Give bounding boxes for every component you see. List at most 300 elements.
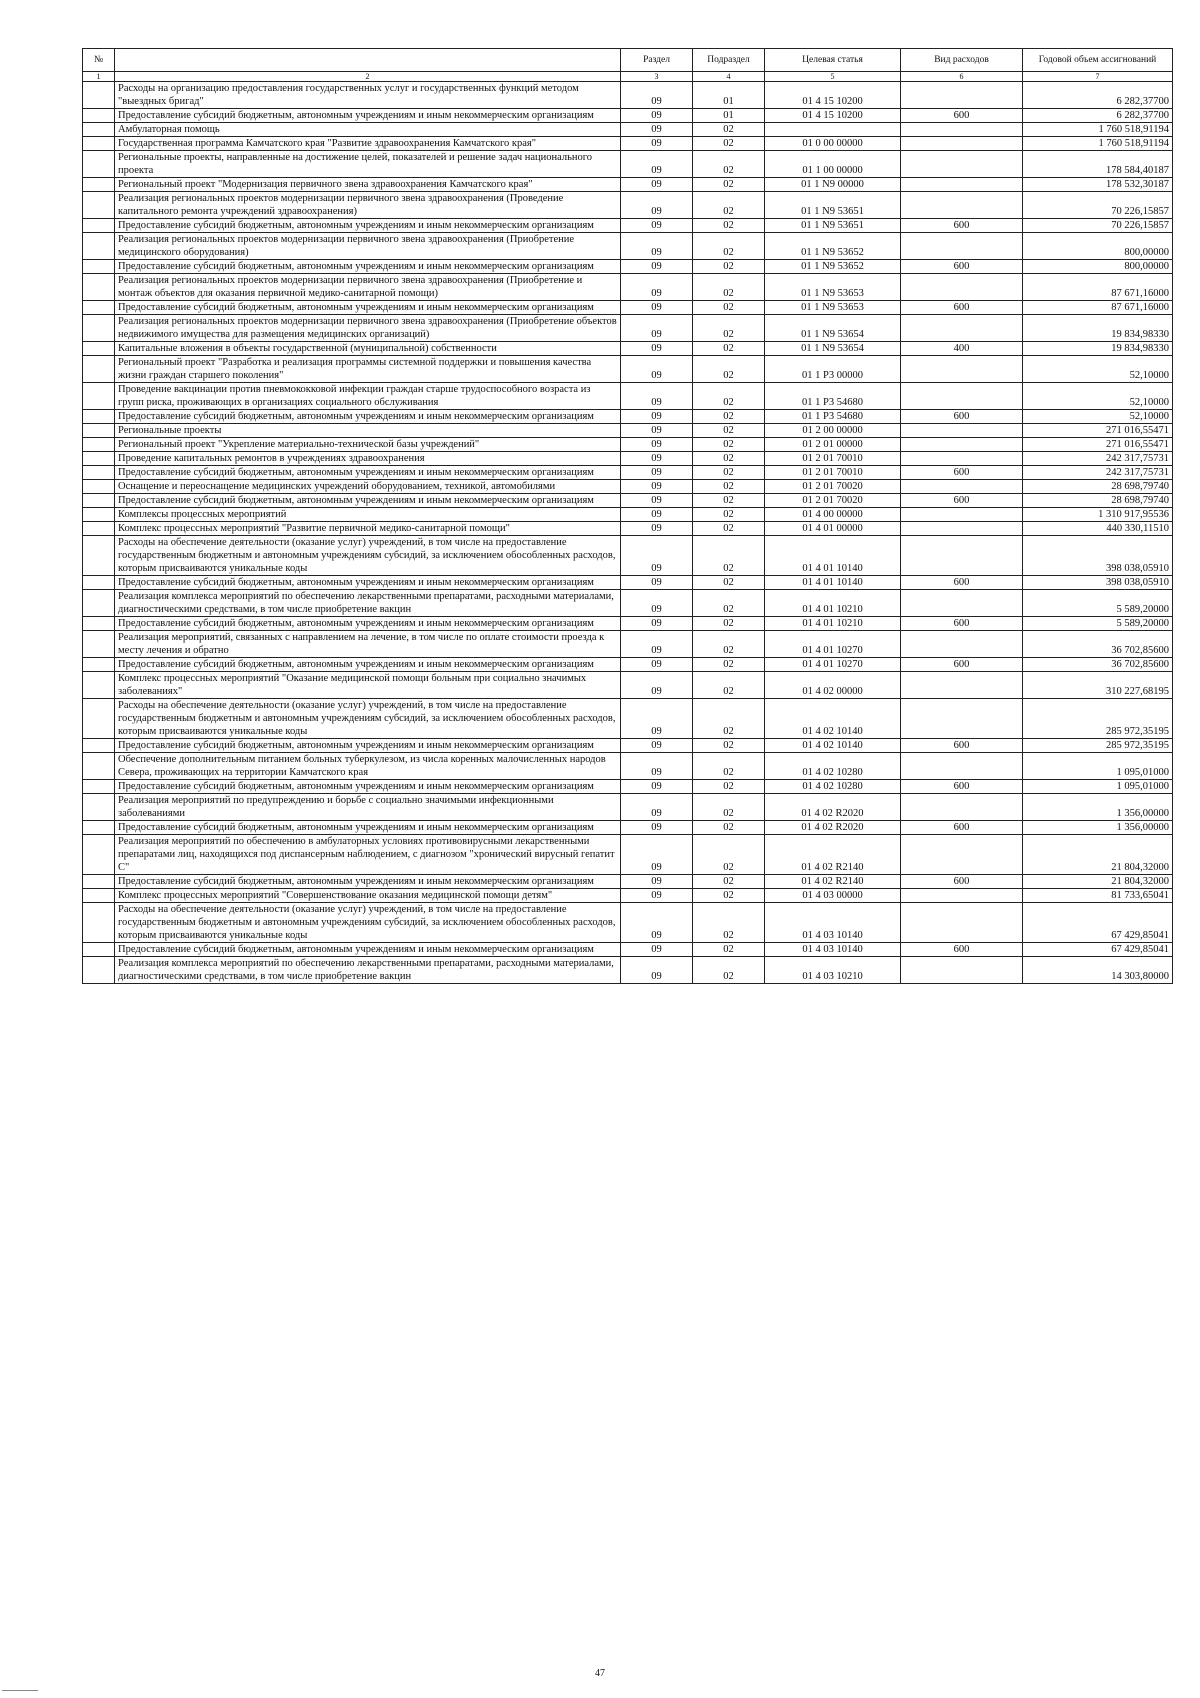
row-subsection-cell: 02 xyxy=(693,617,765,631)
row-amount-cell: 242 317,75731 xyxy=(1023,466,1173,480)
row-target-article-cell: 01 1 N9 53652 xyxy=(765,260,901,274)
row-amount-cell: 70 226,15857 xyxy=(1023,219,1173,233)
row-target-article-cell: 01 4 01 10210 xyxy=(765,590,901,617)
row-amount-cell: 398 038,05910 xyxy=(1023,576,1173,590)
row-description-cell: Региональный проект "Укрепление материально-технической базы учреждений" xyxy=(115,438,621,452)
row-section-cell: 09 xyxy=(621,137,693,151)
row-subsection-cell: 02 xyxy=(693,301,765,315)
table-row xyxy=(83,957,1173,984)
table-row xyxy=(83,617,1173,631)
row-section-cell: 09 xyxy=(621,658,693,672)
row-description-cell: Предоставление субсидий бюджетным, автономным учреждениям и иным некоммерческим организациям xyxy=(115,260,621,274)
table-row xyxy=(83,123,1173,137)
row-number-cell xyxy=(83,508,115,522)
row-subsection-cell: 02 xyxy=(693,151,765,178)
row-section-cell: 09 xyxy=(621,794,693,821)
table-row xyxy=(83,672,1173,699)
row-expense-type-cell xyxy=(901,82,1023,109)
row-expense-type-cell xyxy=(901,794,1023,821)
row-amount-cell: 285 972,35195 xyxy=(1023,739,1173,753)
row-section-cell: 09 xyxy=(621,82,693,109)
row-target-article-cell: 01 1 N9 53653 xyxy=(765,274,901,301)
table-row xyxy=(83,903,1173,943)
row-description-cell: Предоставление субсидий бюджетным, автономным учреждениям и иным некоммерческим организациям xyxy=(115,576,621,590)
table-row xyxy=(83,699,1173,739)
row-target-article-cell: 01 1 P3 54680 xyxy=(765,410,901,424)
row-amount-cell: 52,10000 xyxy=(1023,356,1173,383)
row-amount-cell: 440 330,11510 xyxy=(1023,522,1173,536)
table-row xyxy=(83,508,1173,522)
row-description-cell: Предоставление субсидий бюджетным, автономным учреждениям и иным некоммерческим организациям xyxy=(115,875,621,889)
row-amount-cell: 178 532,30187 xyxy=(1023,178,1173,192)
row-number-cell xyxy=(83,260,115,274)
row-section-cell: 09 xyxy=(621,233,693,260)
row-number-cell xyxy=(83,123,115,137)
row-amount-cell: 67 429,85041 xyxy=(1023,943,1173,957)
row-target-article-cell: 01 4 00 00000 xyxy=(765,508,901,522)
row-amount-cell: 271 016,55471 xyxy=(1023,424,1173,438)
row-target-article-cell: 01 4 03 10140 xyxy=(765,943,901,957)
row-target-article-cell: 01 4 02 R2140 xyxy=(765,875,901,889)
row-amount-cell: 1 310 917,95536 xyxy=(1023,508,1173,522)
row-expense-type-cell xyxy=(901,835,1023,875)
row-subsection-cell: 02 xyxy=(693,794,765,821)
row-amount-cell: 19 834,98330 xyxy=(1023,315,1173,342)
row-number-cell xyxy=(83,780,115,794)
row-section-cell: 09 xyxy=(621,494,693,508)
row-section-cell: 09 xyxy=(621,590,693,617)
row-target-article-cell: 01 2 01 70020 xyxy=(765,494,901,508)
row-expense-type-cell xyxy=(901,536,1023,576)
row-number-cell xyxy=(83,301,115,315)
row-section-cell: 09 xyxy=(621,875,693,889)
row-target-article-cell: 01 1 N9 53653 xyxy=(765,301,901,315)
row-description-cell: Предоставление субсидий бюджетным, автономным учреждениям и иным некоммерческим организациям xyxy=(115,410,621,424)
row-number-cell xyxy=(83,480,115,494)
row-subsection-cell: 01 xyxy=(693,82,765,109)
column-index: 4 xyxy=(693,72,765,82)
row-amount-cell: 28 698,79740 xyxy=(1023,494,1173,508)
row-amount-cell: 285 972,35195 xyxy=(1023,699,1173,739)
row-description-cell: Реализация региональных проектов модернизации первичного звена здравоохранения (Приобретение медицинского оборудования) xyxy=(115,233,621,260)
table-row xyxy=(83,536,1173,576)
row-section-cell: 09 xyxy=(621,452,693,466)
row-description-cell: Предоставление субсидий бюджетным, автономным учреждениям и иным некоммерческим организациям xyxy=(115,739,621,753)
row-section-cell: 09 xyxy=(621,178,693,192)
row-expense-type-cell xyxy=(901,508,1023,522)
row-section-cell: 09 xyxy=(621,260,693,274)
row-expense-type-cell xyxy=(901,903,1023,943)
header-subsection: Подраздел xyxy=(693,49,765,72)
table-body xyxy=(83,82,1173,984)
row-number-cell xyxy=(83,424,115,438)
row-number-cell xyxy=(83,274,115,301)
row-section-cell: 09 xyxy=(621,739,693,753)
row-target-article-cell: 01 2 00 00000 xyxy=(765,424,901,438)
row-amount-cell: 36 702,85600 xyxy=(1023,631,1173,658)
row-section-cell: 09 xyxy=(621,383,693,410)
row-subsection-cell: 02 xyxy=(693,943,765,957)
table-row xyxy=(83,438,1173,452)
row-description-cell: Государственная программа Камчатского края "Развитие здравоохранения Камчатского края" xyxy=(115,137,621,151)
row-number-cell xyxy=(83,522,115,536)
row-number-cell xyxy=(83,739,115,753)
row-amount-cell: 14 303,80000 xyxy=(1023,957,1173,984)
row-target-article-cell: 01 4 01 10210 xyxy=(765,617,901,631)
table-row xyxy=(83,466,1173,480)
row-description-cell: Предоставление субсидий бюджетным, автономным учреждениям и иным некоммерческим организациям xyxy=(115,658,621,672)
row-target-article-cell: 01 1 N9 53654 xyxy=(765,315,901,342)
row-description-cell: Предоставление субсидий бюджетным, автономным учреждениям и иным некоммерческим организациям xyxy=(115,219,621,233)
row-amount-cell: 178 584,40187 xyxy=(1023,151,1173,178)
row-target-article-cell: 01 2 01 70010 xyxy=(765,452,901,466)
table-row xyxy=(83,835,1173,875)
row-target-article-cell: 01 1 N9 53652 xyxy=(765,233,901,260)
row-target-article-cell: 01 4 02 R2140 xyxy=(765,835,901,875)
row-subsection-cell: 02 xyxy=(693,508,765,522)
row-number-cell xyxy=(83,753,115,780)
row-target-article-cell: 01 4 01 00000 xyxy=(765,522,901,536)
row-amount-cell: 70 226,15857 xyxy=(1023,192,1173,219)
row-expense-type-cell: 600 xyxy=(901,301,1023,315)
row-target-article-cell: 01 4 02 10140 xyxy=(765,739,901,753)
row-number-cell xyxy=(83,590,115,617)
row-subsection-cell: 02 xyxy=(693,631,765,658)
row-subsection-cell: 02 xyxy=(693,233,765,260)
row-target-article-cell: 01 0 00 00000 xyxy=(765,137,901,151)
header-row xyxy=(83,49,1173,72)
row-number-cell xyxy=(83,178,115,192)
row-description-cell: Обеспечение дополнительным питанием больных туберкулезом, из числа коренных малочисленных народов Севера, проживающих на территории Камчатского края xyxy=(115,753,621,780)
row-section-cell: 09 xyxy=(621,410,693,424)
table-row xyxy=(83,590,1173,617)
row-description-cell: Расходы на организацию предоставления государственных услуг и государственных функций методом "выездных бригад" xyxy=(115,82,621,109)
row-description-cell: Реализация региональных проектов модернизации первичного звена здравоохранения (Приобретение и монтаж объектов для оказания первичной медико-санитарной помощи) xyxy=(115,274,621,301)
row-expense-type-cell: 600 xyxy=(901,494,1023,508)
row-number-cell xyxy=(83,957,115,984)
table-row xyxy=(83,631,1173,658)
row-amount-cell: 6 282,37700 xyxy=(1023,82,1173,109)
table-row xyxy=(83,260,1173,274)
row-subsection-cell: 02 xyxy=(693,835,765,875)
row-expense-type-cell xyxy=(901,424,1023,438)
row-amount-cell: 52,10000 xyxy=(1023,410,1173,424)
row-target-article-cell: 01 4 01 10270 xyxy=(765,631,901,658)
row-expense-type-cell xyxy=(901,274,1023,301)
row-section-cell: 09 xyxy=(621,631,693,658)
row-target-article-cell: 01 4 02 10140 xyxy=(765,699,901,739)
row-section-cell: 09 xyxy=(621,356,693,383)
row-description-cell: Комплекс процессных мероприятий "Совершенствование оказания медицинской помощи детям" xyxy=(115,889,621,903)
row-description-cell: Комплекс процессных мероприятий "Оказание медицинской помощи больным при социально значимых заболеваниях" xyxy=(115,672,621,699)
table-row xyxy=(83,233,1173,260)
row-target-article-cell: 01 2 01 70020 xyxy=(765,480,901,494)
row-number-cell xyxy=(83,617,115,631)
row-amount-cell: 28 698,79740 xyxy=(1023,480,1173,494)
row-description-cell: Расходы на обеспечение деятельности (оказание услуг) учреждений, в том числе на предоставление государственным бюджетным и автономным учреждениям субсидий, за исключением обособленных расходов, которым присваиваются уникальные коды xyxy=(115,699,621,739)
row-expense-type-cell xyxy=(901,178,1023,192)
row-subsection-cell: 02 xyxy=(693,957,765,984)
row-description-cell: Реализация мероприятий, связанных с направлением на лечение, в том числе по оплате стоимости проезда к месту лечения и обратно xyxy=(115,631,621,658)
row-description-cell: Комплекс процессных мероприятий "Развитие первичной медико-санитарной помощи" xyxy=(115,522,621,536)
row-description-cell: Предоставление субсидий бюджетным, автономным учреждениям и иным некоммерческим организациям xyxy=(115,301,621,315)
row-subsection-cell: 02 xyxy=(693,356,765,383)
column-index: 7 xyxy=(1023,72,1173,82)
row-target-article-cell: 01 4 03 00000 xyxy=(765,889,901,903)
budget-table xyxy=(82,48,1173,984)
row-expense-type-cell xyxy=(901,192,1023,219)
row-amount-cell: 1 760 518,91194 xyxy=(1023,137,1173,151)
row-description-cell: Региональный проект "Модернизация первичного звена здравоохранения Камчатского края" xyxy=(115,178,621,192)
table-row xyxy=(83,151,1173,178)
row-number-cell xyxy=(83,903,115,943)
row-subsection-cell: 02 xyxy=(693,522,765,536)
row-section-cell: 09 xyxy=(621,821,693,835)
row-description-cell: Реализация комплекса мероприятий по обеспечению лекарственными препаратами, расходными материалами, диагностическими средствами, в том числе приобретение вакцин xyxy=(115,957,621,984)
row-section-cell: 09 xyxy=(621,536,693,576)
table-row xyxy=(83,82,1173,109)
row-description-cell: Региональный проект "Разработка и реализация программы системной поддержки и повышения качества жизни граждан старшего поколения" xyxy=(115,356,621,383)
row-subsection-cell: 02 xyxy=(693,480,765,494)
row-description-cell: Реализация региональных проектов модернизации первичного звена здравоохранения (Проведение капитального ремонта учреждений здравоохранения) xyxy=(115,192,621,219)
row-subsection-cell: 02 xyxy=(693,123,765,137)
row-section-cell: 09 xyxy=(621,576,693,590)
row-amount-cell: 1 760 518,91194 xyxy=(1023,123,1173,137)
row-amount-cell: 310 227,68195 xyxy=(1023,672,1173,699)
row-section-cell: 09 xyxy=(621,508,693,522)
row-description-cell: Капитальные вложения в объекты государственной (муниципальной) собственности xyxy=(115,342,621,356)
table-row xyxy=(83,780,1173,794)
row-section-cell: 09 xyxy=(621,889,693,903)
row-amount-cell: 800,00000 xyxy=(1023,233,1173,260)
row-description-cell: Проведение вакцинации против пневмококковой инфекции граждан старше трудоспособного возраста из групп риска, проживающих в организациях социального обслуживания xyxy=(115,383,621,410)
row-number-cell xyxy=(83,82,115,109)
row-target-article-cell: 01 1 N9 53651 xyxy=(765,192,901,219)
row-subsection-cell: 02 xyxy=(693,903,765,943)
row-subsection-cell: 02 xyxy=(693,192,765,219)
column-index: 3 xyxy=(621,72,693,82)
header-annual-amount: Годовой объем ассигнований xyxy=(1023,49,1173,72)
row-expense-type-cell: 600 xyxy=(901,739,1023,753)
table-row xyxy=(83,315,1173,342)
row-amount-cell: 5 589,20000 xyxy=(1023,590,1173,617)
row-section-cell: 09 xyxy=(621,903,693,943)
row-amount-cell: 1 095,01000 xyxy=(1023,780,1173,794)
row-subsection-cell: 02 xyxy=(693,576,765,590)
row-number-cell xyxy=(83,875,115,889)
row-number-cell xyxy=(83,383,115,410)
row-expense-type-cell xyxy=(901,753,1023,780)
row-section-cell: 09 xyxy=(621,192,693,219)
row-amount-cell: 271 016,55471 xyxy=(1023,438,1173,452)
row-number-cell xyxy=(83,821,115,835)
row-target-article-cell: 01 2 01 00000 xyxy=(765,438,901,452)
row-expense-type-cell: 600 xyxy=(901,466,1023,480)
row-section-cell: 09 xyxy=(621,438,693,452)
row-description-cell: Предоставление субсидий бюджетным, автономным учреждениям и иным некоммерческим организациям xyxy=(115,821,621,835)
table-row xyxy=(83,424,1173,438)
row-target-article-cell: 01 1 N9 53651 xyxy=(765,219,901,233)
row-subsection-cell: 02 xyxy=(693,672,765,699)
row-expense-type-cell xyxy=(901,123,1023,137)
row-number-cell xyxy=(83,315,115,342)
row-target-article-cell: 01 1 N9 00000 xyxy=(765,178,901,192)
table-row xyxy=(83,137,1173,151)
table-row xyxy=(83,889,1173,903)
row-description-cell: Реализация мероприятий по предупреждению и борьбе с социально значимыми инфекционными заболеваниями xyxy=(115,794,621,821)
row-section-cell: 09 xyxy=(621,123,693,137)
header-expense-type: Вид расходов xyxy=(901,49,1023,72)
column-index: 6 xyxy=(901,72,1023,82)
row-target-article-cell: 01 2 01 70010 xyxy=(765,466,901,480)
row-target-article-cell: 01 4 02 R2020 xyxy=(765,821,901,835)
table-row xyxy=(83,480,1173,494)
row-amount-cell: 1 356,00000 xyxy=(1023,821,1173,835)
table-row xyxy=(83,522,1173,536)
row-subsection-cell: 02 xyxy=(693,466,765,480)
row-subsection-cell: 02 xyxy=(693,438,765,452)
row-expense-type-cell xyxy=(901,233,1023,260)
row-section-cell: 09 xyxy=(621,753,693,780)
row-expense-type-cell xyxy=(901,356,1023,383)
column-index: 1 xyxy=(83,72,115,82)
row-amount-cell: 67 429,85041 xyxy=(1023,903,1173,943)
row-expense-type-cell xyxy=(901,889,1023,903)
row-section-cell: 09 xyxy=(621,617,693,631)
table-row xyxy=(83,452,1173,466)
row-section-cell: 09 xyxy=(621,835,693,875)
row-number-cell xyxy=(83,794,115,821)
row-description-cell: Предоставление субсидий бюджетным, автономным учреждениям и иным некоммерческим организациям xyxy=(115,109,621,123)
row-number-cell xyxy=(83,356,115,383)
row-subsection-cell: 02 xyxy=(693,780,765,794)
row-subsection-cell: 02 xyxy=(693,383,765,410)
row-section-cell: 09 xyxy=(621,522,693,536)
row-description-cell: Региональные проекты, направленные на достижение целей, показателей и решение задач национального проекта xyxy=(115,151,621,178)
row-amount-cell: 1 095,01000 xyxy=(1023,753,1173,780)
row-section-cell: 09 xyxy=(621,480,693,494)
row-amount-cell: 21 804,32000 xyxy=(1023,835,1173,875)
row-subsection-cell: 02 xyxy=(693,494,765,508)
table-row xyxy=(83,178,1173,192)
row-subsection-cell: 02 xyxy=(693,699,765,739)
row-number-cell xyxy=(83,342,115,356)
table-row xyxy=(83,821,1173,835)
row-description-cell: Предоставление субсидий бюджетным, автономным учреждениям и иным некоммерческим организациям xyxy=(115,617,621,631)
row-description-cell: Реализация региональных проектов модернизации первичного звена здравоохранения (Приобретение объектов недвижимого имущества для размещения медицинских организаций) xyxy=(115,315,621,342)
table-row xyxy=(83,301,1173,315)
row-target-article-cell: 01 4 02 10280 xyxy=(765,780,901,794)
row-target-article-cell: 01 1 P3 00000 xyxy=(765,356,901,383)
row-section-cell: 09 xyxy=(621,943,693,957)
row-number-cell xyxy=(83,109,115,123)
row-target-article-cell: 01 4 02 R2020 xyxy=(765,794,901,821)
row-subsection-cell: 02 xyxy=(693,274,765,301)
row-section-cell: 09 xyxy=(621,219,693,233)
row-target-article-cell xyxy=(765,123,901,137)
header-description xyxy=(115,49,621,72)
table-row xyxy=(83,753,1173,780)
row-number-cell xyxy=(83,631,115,658)
row-subsection-cell: 02 xyxy=(693,452,765,466)
table-row xyxy=(83,494,1173,508)
row-target-article-cell: 01 4 15 10200 xyxy=(765,109,901,123)
row-subsection-cell: 02 xyxy=(693,315,765,342)
row-subsection-cell: 02 xyxy=(693,342,765,356)
row-subsection-cell: 02 xyxy=(693,219,765,233)
row-expense-type-cell xyxy=(901,480,1023,494)
table-row xyxy=(83,109,1173,123)
row-expense-type-cell xyxy=(901,137,1023,151)
row-target-article-cell: 01 4 02 00000 xyxy=(765,672,901,699)
row-number-cell xyxy=(83,233,115,260)
row-section-cell: 09 xyxy=(621,466,693,480)
row-subsection-cell: 02 xyxy=(693,739,765,753)
row-target-article-cell: 01 4 01 10140 xyxy=(765,576,901,590)
table-row xyxy=(83,274,1173,301)
row-amount-cell: 87 671,16000 xyxy=(1023,301,1173,315)
row-amount-cell: 1 356,00000 xyxy=(1023,794,1173,821)
row-subsection-cell: 02 xyxy=(693,753,765,780)
row-subsection-cell: 02 xyxy=(693,821,765,835)
row-expense-type-cell: 600 xyxy=(901,576,1023,590)
row-number-cell xyxy=(83,452,115,466)
row-target-article-cell: 01 1 00 00000 xyxy=(765,151,901,178)
row-section-cell: 09 xyxy=(621,301,693,315)
table-row xyxy=(83,383,1173,410)
row-section-cell: 09 xyxy=(621,342,693,356)
row-description-cell: Региональные проекты xyxy=(115,424,621,438)
table-row xyxy=(83,576,1173,590)
row-number-cell xyxy=(83,410,115,424)
row-description-cell: Оснащение и переоснащение медицинских учреждений оборудованием, техникой, автомобилями xyxy=(115,480,621,494)
row-expense-type-cell xyxy=(901,315,1023,342)
table-row xyxy=(83,794,1173,821)
row-section-cell: 09 xyxy=(621,151,693,178)
row-section-cell: 09 xyxy=(621,672,693,699)
row-number-cell xyxy=(83,137,115,151)
budget-table-sheet xyxy=(82,48,1172,984)
row-target-article-cell: 01 4 15 10200 xyxy=(765,82,901,109)
row-expense-type-cell xyxy=(901,438,1023,452)
row-number-cell xyxy=(83,672,115,699)
row-number-cell xyxy=(83,219,115,233)
row-description-cell: Предоставление субсидий бюджетным, автономным учреждениям и иным некоммерческим организациям xyxy=(115,494,621,508)
row-expense-type-cell xyxy=(901,631,1023,658)
row-expense-type-cell: 600 xyxy=(901,875,1023,889)
row-expense-type-cell: 600 xyxy=(901,260,1023,274)
row-expense-type-cell xyxy=(901,522,1023,536)
row-subsection-cell: 02 xyxy=(693,536,765,576)
page-number: 47 xyxy=(595,1668,605,1679)
row-amount-cell: 19 834,98330 xyxy=(1023,342,1173,356)
row-expense-type-cell xyxy=(901,383,1023,410)
row-number-cell xyxy=(83,576,115,590)
row-subsection-cell: 02 xyxy=(693,178,765,192)
row-subsection-cell: 02 xyxy=(693,410,765,424)
row-expense-type-cell: 600 xyxy=(901,780,1023,794)
row-description-cell: Предоставление субсидий бюджетным, автономным учреждениям и иным некоммерческим организациям xyxy=(115,466,621,480)
row-description-cell: Реализация комплекса мероприятий по обеспечению лекарственными препаратами, расходными материалами, диагностическими средствами, в том числе приобретение вакцин xyxy=(115,590,621,617)
row-number-cell xyxy=(83,835,115,875)
row-amount-cell: 800,00000 xyxy=(1023,260,1173,274)
row-description-cell: Расходы на обеспечение деятельности (оказание услуг) учреждений, в том числе на предоставление государственным бюджетным и автономным учреждениям субсидий, за исключением обособленных расходов, которым присваиваются уникальные коды xyxy=(115,536,621,576)
table-row xyxy=(83,943,1173,957)
row-description-cell: Амбулаторная помощь xyxy=(115,123,621,137)
row-target-article-cell: 01 1 N9 53654 xyxy=(765,342,901,356)
row-expense-type-cell: 600 xyxy=(901,410,1023,424)
table-row xyxy=(83,192,1173,219)
